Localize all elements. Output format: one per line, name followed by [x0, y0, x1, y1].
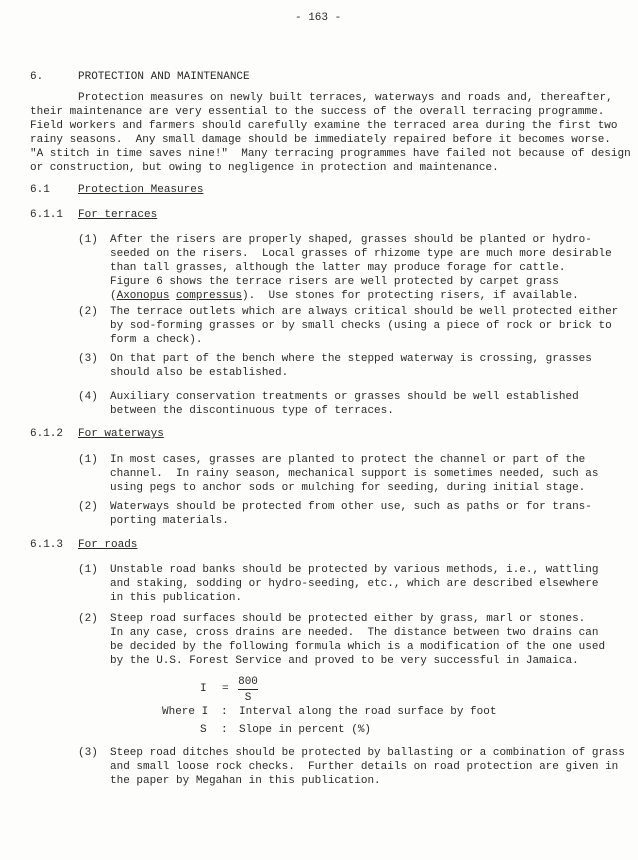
- page-number: - 163 -: [295, 12, 342, 24]
- item-line-species-name: (Axonopus compressus). Use stones for protecting risers, if available.: [110, 290, 579, 302]
- where-separator: :: [221, 706, 228, 718]
- where-definition: Slope in percent (%): [239, 724, 372, 736]
- where-separator: :: [221, 724, 228, 736]
- item-line: Steep road surfaces should be protected either by grass, marl or stones.: [110, 613, 586, 625]
- section-title: PROTECTION AND MAINTENANCE: [78, 71, 250, 83]
- item-line: channel. In rainy season, mechanical support is sometimes needed, such as: [110, 468, 599, 480]
- item-line: In most cases, grasses are planted to protect the channel or part of the: [110, 454, 586, 466]
- item-line: After the risers are properly shaped, grasses should be planted or hydro-: [110, 234, 592, 246]
- item-number: (3): [78, 353, 98, 365]
- formula-denominator: S: [244, 692, 252, 704]
- intro-line: Field workers and farmers should carefully examine the terraced area during the first two: [30, 120, 618, 132]
- item-number: (2): [78, 501, 98, 513]
- subsection-number: 6.1.3: [30, 539, 64, 551]
- intro-line: their maintenance are very essential to the success of the overall terracing programme.: [30, 106, 605, 118]
- item-line: than tall grasses, although the latter may produce forage for cattle.: [110, 262, 566, 274]
- item-number: (2): [78, 613, 98, 625]
- item-number: (1): [78, 234, 98, 246]
- section-number: 6.: [30, 71, 44, 83]
- item-line: On that part of the bench where the stepped waterway is crossing, grasses: [110, 353, 592, 365]
- intro-line: "A stitch in time saves nine!" Many terracing programmes have failed not because of design: [30, 148, 631, 160]
- item-line: by sod-forming grasses or by small checks (using a piece of rock or brick to: [110, 320, 612, 332]
- subsection-title: Protection Measures: [78, 184, 204, 196]
- item-line: seeded on the risers. Local grasses of rhizome type are much more desirable: [110, 248, 612, 260]
- item-line: Steep road ditches should be protected by ballasting or a combination of grass: [110, 747, 625, 759]
- subsection-number: 6.1.1: [30, 209, 64, 221]
- subsection-title: For terraces: [78, 209, 158, 221]
- where-definition: Interval along the road surface by foot: [239, 706, 497, 718]
- intro-line: Protection measures on newly built terraces, waterways and roads and, thereafter,: [78, 92, 613, 104]
- item-line: porting materials.: [110, 515, 229, 527]
- item-number: (1): [78, 454, 98, 466]
- item-line: Waterways should be protected from other use, such as paths or for trans-: [110, 501, 592, 513]
- item-line: Auxiliary conservation treatments or grasses should be well established: [110, 391, 579, 403]
- subsection-number: 6.1.2: [30, 428, 64, 440]
- intro-line: rainy seasons. Any small damage should be immediately repaired before it becomes worse.: [30, 134, 611, 146]
- item-line: between the discontinuous type of terraces.: [110, 405, 394, 417]
- item-line: using pegs to anchor sods or mulching for seeding, during initial stage.: [110, 482, 586, 494]
- intro-line: or construction, but owing to negligence in protection and maintenance.: [30, 162, 499, 174]
- subsection-number: 6.1: [30, 184, 50, 196]
- subsection-title: For roads: [78, 539, 138, 551]
- item-line: in this publication.: [110, 592, 243, 604]
- subsection-title: For waterways: [78, 428, 164, 440]
- fraction-bar: [238, 689, 258, 690]
- where-prefix: Where I: [162, 706, 209, 718]
- formula-numerator: 800: [238, 676, 258, 688]
- item-line: Figure 6 shows the terrace risers are well protected by carpet grass: [110, 276, 559, 288]
- item-line: and small loose rock checks. Further details on road protection are given in: [110, 761, 619, 773]
- item-number: (3): [78, 747, 98, 759]
- item-line: the paper by Megahan in this publication.: [110, 775, 381, 787]
- species-name: compressus: [176, 290, 243, 302]
- genus-name: Axonopus: [116, 290, 170, 302]
- item-number: (1): [78, 564, 98, 576]
- formula-lhs: I: [200, 683, 207, 695]
- item-line: by the U.S. Forest Service and proved to be very successful in Jamaica.: [110, 655, 579, 667]
- item-line: Unstable road banks should be protected by various methods, i.e., wattling: [110, 564, 599, 576]
- item-line: and staking, sodding or hydro-seeding, etc., which are described elsewhere: [110, 578, 599, 590]
- where-prefix: S: [200, 724, 207, 736]
- item-line: In any case, cross drains are needed. The distance between two drains can: [110, 627, 599, 639]
- item-number: (4): [78, 391, 98, 403]
- item-number: (2): [78, 306, 98, 318]
- item-line: The terrace outlets which are always critical should be well protected either: [110, 306, 619, 318]
- formula-equals: =: [222, 683, 229, 695]
- item-line: form a check).: [110, 334, 203, 346]
- item-line: be decided by the following formula which is a modification of the one used: [110, 641, 606, 653]
- item-line: should also be established.: [110, 367, 289, 379]
